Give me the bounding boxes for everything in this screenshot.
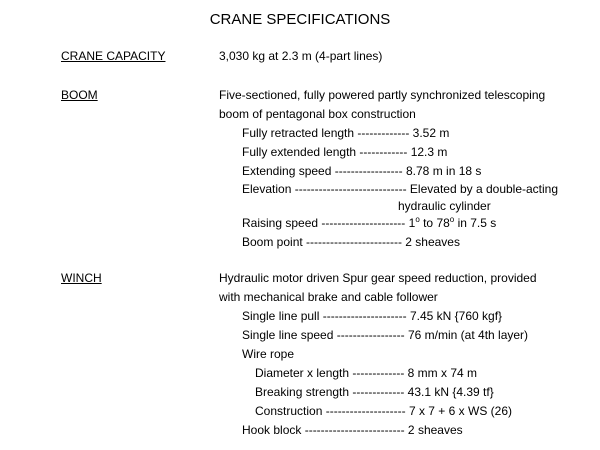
winch-hook-block: Hook block ------------------------- 2 sheaves (242, 423, 463, 437)
winch-wire-rope: Wire rope (242, 347, 295, 361)
crane-capacity-heading: CRANE CAPACITY (61, 49, 166, 63)
boom-description-line-1: Five-sectioned, fully powered partly synchronized telescoping (219, 88, 546, 102)
wire-rope-construction: Construction -------------------- 7 x 7 + 6 x WS (26) (255, 404, 512, 418)
crane-capacity-value: 3,030 kg at 2.3 m (4-part lines) (219, 49, 383, 63)
boom-fully-retracted-length: Fully retracted length ------------- 3.52 m (242, 126, 450, 140)
page-title: CRANE SPECIFICATIONS (209, 11, 391, 28)
wire-rope-diameter-length: Diameter x length ------------- 8 mm x 74 m (255, 366, 478, 380)
boom-elevation: Elevation ---------------------------- Elevated by a double-acting (242, 182, 559, 196)
raising-speed-text: in 7.5 s (454, 216, 497, 230)
winch-single-line-pull: Single line pull --------------------- 7.45 kN {760 kgf} (242, 309, 503, 323)
raising-speed-text: to 78 (419, 216, 450, 230)
winch-description-line-1: Hydraulic motor driven Spur gear speed reduction, provided (219, 271, 537, 285)
winch-heading: WINCH (61, 271, 102, 285)
raising-speed-text: Raising speed --------------------- 1 (242, 216, 416, 230)
winch-single-line-speed: Single line speed ----------------- 76 m/min (at 4th layer) (242, 328, 529, 342)
boom-fully-extended-length: Fully extended length ------------ 12.3 m (242, 145, 448, 159)
boom-point: Boom point ------------------------ 2 sheaves (242, 235, 460, 249)
boom-elevation-continued: hydraulic cylinder (398, 199, 491, 213)
boom-heading: BOOM (61, 88, 98, 102)
boom-extending-speed: Extending speed ----------------- 8.78 m in 18 s (242, 164, 482, 178)
winch-description-line-2: with mechanical brake and cable follower (219, 290, 438, 304)
boom-raising-speed (242, 216, 496, 231)
degree-mark: o (449, 215, 455, 224)
degree-mark: o (415, 215, 420, 224)
wire-rope-breaking-strength: Breaking strength ------------- 43.1 kN {4.39 tf} (255, 385, 494, 399)
boom-description-line-2: boom of pentagonal box construction (219, 107, 416, 121)
